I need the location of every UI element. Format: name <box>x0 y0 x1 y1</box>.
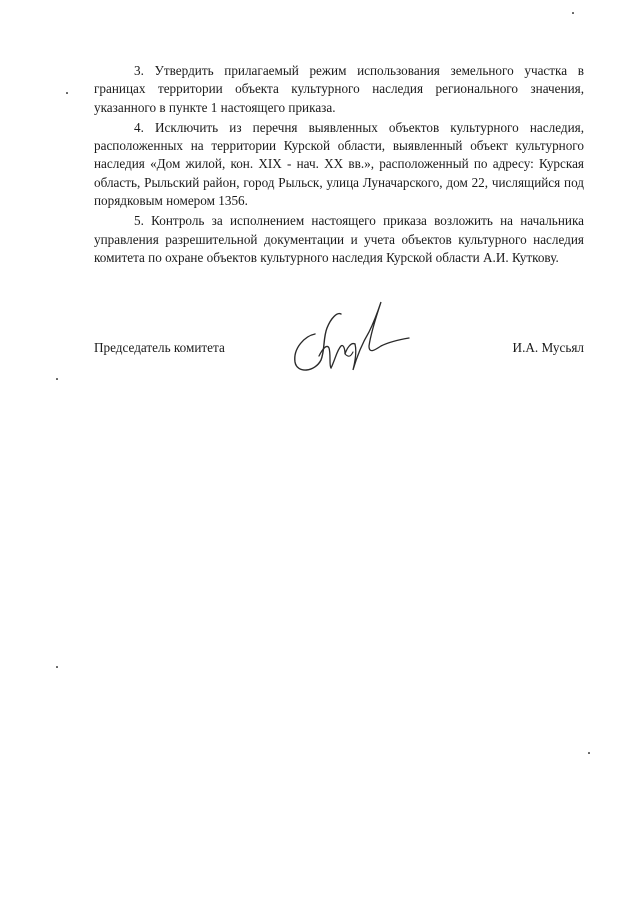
handwritten-signature <box>285 298 415 380</box>
scan-speck <box>66 92 68 94</box>
scan-speck <box>588 752 590 754</box>
scan-speck <box>56 378 58 380</box>
signatory-role: Председатель комитета <box>94 340 225 355</box>
signatory-name: И.А. Мусьял <box>512 340 584 355</box>
paragraph-item-4: 4. Исключить из перечня выявленных объектов культурного наследия, расположенных на территории Курской области, выявленный объект культурного наследия «Дом жилой, кон. XIX - нач. XX вв.», расположенный по адресу: Курская область, Рыльский район, город Рыльск, улица Луначарского, дом 22, числящийся под порядковым номером 1356. <box>94 119 584 209</box>
paragraph-item-3: 3. Утвердить прилагаемый режим использования земельного участка в границах территории объекта культурного наследия регионального значения, указанного в пункте 1 настоящего приказа. <box>94 63 584 115</box>
scan-speck <box>56 666 58 668</box>
document-body <box>94 62 584 269</box>
scan-speck <box>572 12 574 14</box>
paragraph-item-5: 5. Контроль за исполнением настоящего приказа возложить на начальника управления разрешительной документации и учета объектов культурного наследия комитета по охране объектов культурного наследия Курской области А.И. Куткову. <box>94 213 584 265</box>
